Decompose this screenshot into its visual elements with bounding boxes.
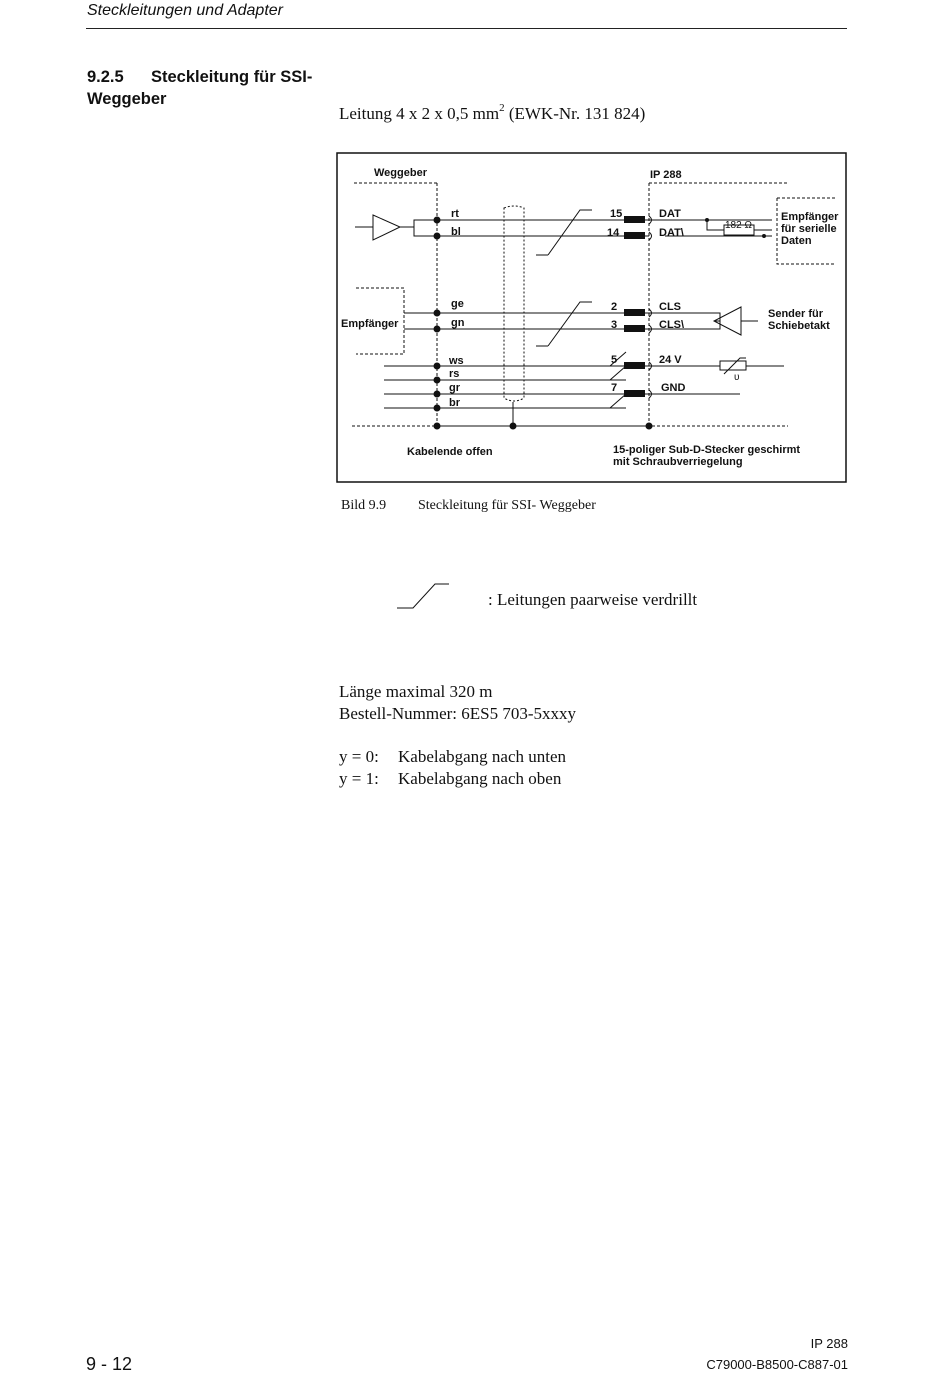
option-text: Kabelabgang nach oben (398, 769, 562, 788)
wire-color-ws: ws (449, 355, 464, 367)
junction-ge (434, 310, 441, 317)
pin-7: 7 (611, 382, 618, 394)
footer-model: IP 288 (810, 1336, 848, 1351)
wire-color-rs: rs (449, 368, 460, 380)
cable-end-label: Kabelende offen (407, 446, 493, 458)
section-number: 9.2.5 (87, 68, 124, 86)
option-condition: y = 0: (339, 747, 379, 766)
figure-caption-text: Steckleitung für SSI- Weggeber (418, 498, 596, 513)
junction-gr (434, 391, 441, 398)
cable-spec-prefix: Leitung 4 x 2 x 0,5 mm (339, 104, 500, 123)
connector-label-line2: mit Schraubverriegelung (613, 456, 743, 468)
dat-inv-junction (762, 234, 766, 238)
section-heading (87, 66, 327, 110)
wire-color-bl: bl (451, 226, 461, 238)
twist-legend-icon (393, 578, 453, 612)
connector-pin-7 (624, 390, 645, 397)
label-encoder: Weggeber (374, 167, 427, 179)
max-length: Länge maximal 320 m (339, 682, 493, 701)
junction-rt (434, 217, 441, 224)
junction-br (434, 405, 441, 412)
option-condition: y = 1: (339, 769, 379, 788)
option-text: Kabelabgang nach unten (398, 747, 567, 766)
pin-14: 14 (607, 227, 620, 239)
shield-icon (504, 206, 524, 401)
section-title-text: Steckleitung für SSI-Weggeber (87, 68, 313, 108)
signal-cls-inv: CLS\ (659, 319, 685, 331)
sender-line2: Schiebetakt (768, 320, 830, 332)
wire-color-gn: gn (451, 317, 465, 329)
junction-gn (434, 326, 441, 333)
shield-junction-left (434, 423, 441, 430)
pin-2: 2 (611, 301, 618, 313)
join-rs-ws (610, 366, 626, 380)
receiver-right-line3: Daten (781, 235, 812, 247)
thermistor-symbol: υ (734, 372, 740, 383)
order-number: Bestell-Nummer: 6ES5 703-5xxxy (339, 704, 577, 723)
connector-pin-2 (624, 309, 645, 316)
receiver-right-line1: Empfänger (781, 211, 839, 223)
connector-label-line1: 15-poliger Sub-D-Stecker geschirmt (613, 444, 801, 456)
receiver-right-line2: für serielle (781, 223, 837, 235)
connector-pin-5 (624, 362, 645, 369)
shield-junction-right (646, 423, 653, 430)
twist-marker-middle (548, 302, 592, 346)
wire-color-rt: rt (451, 208, 459, 220)
pin-3: 3 (611, 319, 618, 331)
wire-color-ge: ge (451, 298, 464, 310)
resistor-lead-left (707, 220, 724, 230)
cable-spec-suffix: (EWK-Nr. 131 824) (504, 104, 646, 123)
option-row (339, 769, 561, 789)
connector-pin-14 (624, 232, 645, 239)
signal-cls: CLS (659, 301, 681, 313)
cable-spec-superscript: 2 (499, 102, 505, 114)
figure-number: Bild 9.9 (341, 498, 387, 513)
cable-spec (339, 104, 645, 124)
sender-line1: Sender für (768, 308, 824, 320)
running-header: Steckleitungen und Adapter (87, 2, 283, 19)
encoder-driver-icon (373, 215, 400, 240)
signal-gnd: GND (661, 382, 686, 394)
join-br-gr (610, 394, 626, 408)
wiring-diagram (336, 152, 848, 484)
option-row (339, 747, 566, 767)
signal-24v: 24 V (659, 354, 682, 366)
footer-order-code: C79000-B8500-C887-01 (706, 1357, 848, 1372)
signal-dat: DAT (659, 208, 681, 220)
pin-15: 15 (610, 208, 623, 220)
wire-color-gr: gr (449, 382, 460, 394)
resistor-value: 182 Ω (725, 220, 752, 231)
connector-pin-3 (624, 325, 645, 332)
wire-color-br: br (449, 397, 460, 409)
figure-caption (341, 498, 596, 514)
twist-legend-text: : Leitungen paarweise verdrillt (488, 590, 698, 609)
receiver-left-label: Empfänger (341, 318, 399, 330)
label-module: IP 288 (650, 169, 682, 181)
page-number: 9 - 12 (86, 1354, 133, 1374)
header-rule (86, 28, 847, 29)
pin-5: 5 (611, 354, 618, 366)
junction-rs (434, 377, 441, 384)
twist-marker-top (548, 210, 592, 255)
signal-dat-inv: DAT\ (659, 227, 684, 239)
junction-ws (434, 363, 441, 370)
connector-pin-15 (624, 216, 645, 223)
junction-bl (434, 233, 441, 240)
